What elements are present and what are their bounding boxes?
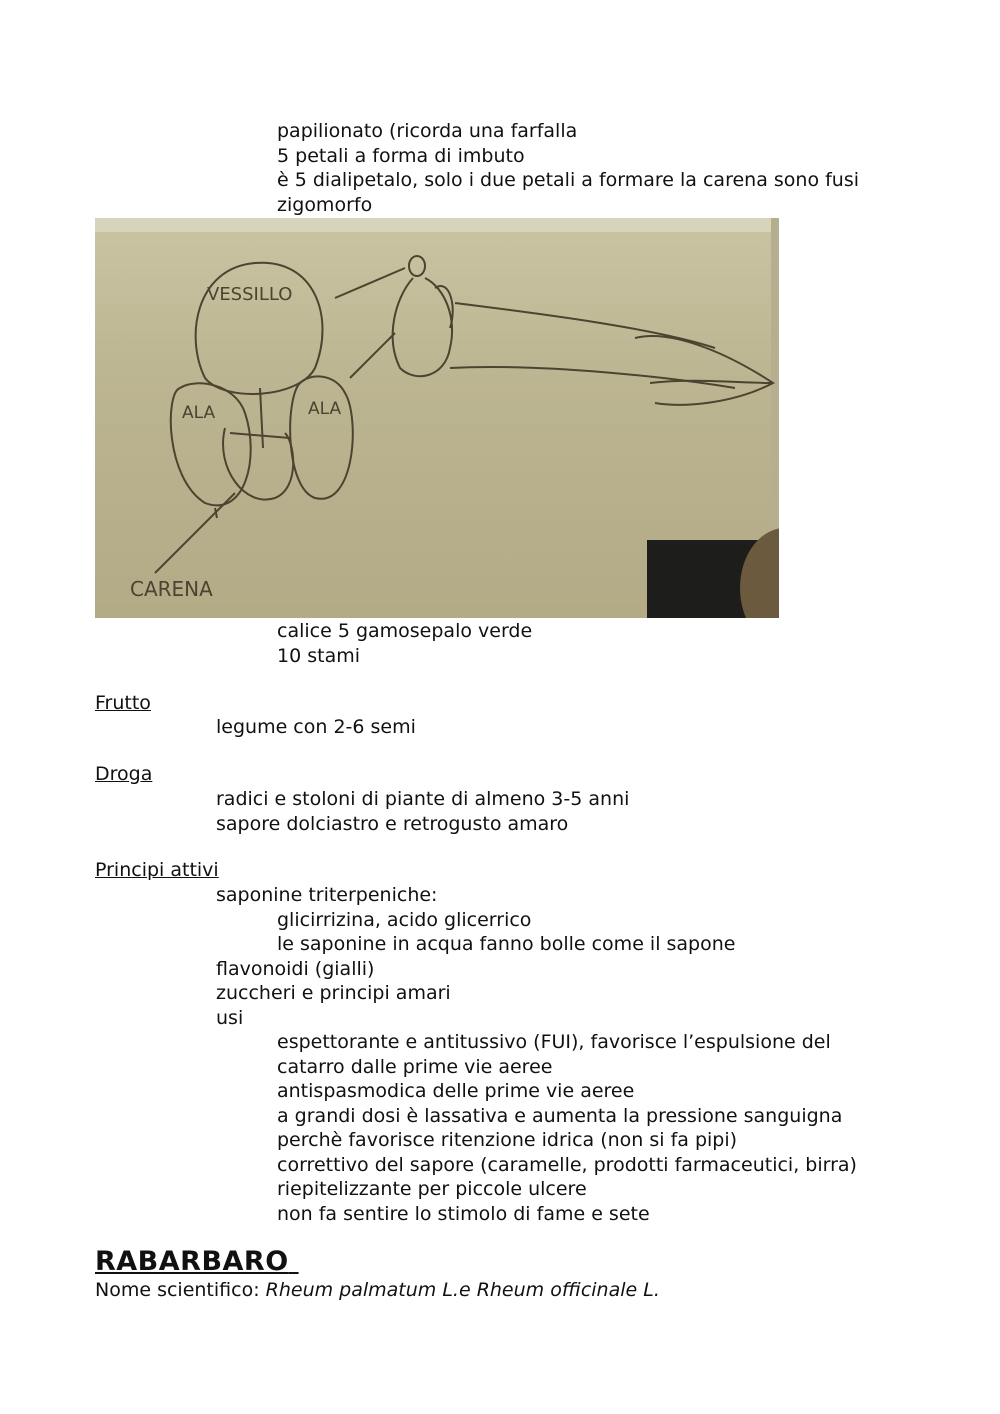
list-item: 10 stami (277, 644, 360, 667)
list-item: sapore dolciastro e retrogusto amaro (216, 812, 569, 835)
list-item: flavonoidi (gialli) (216, 957, 375, 980)
list-item: radici e stoloni di piante di almeno 3-5 anni (216, 788, 630, 810)
flower-traits-list (0, 119, 940, 217)
list-item: zuccheri e principi amari (216, 982, 451, 1004)
ala-right-label: ALA (308, 399, 342, 419)
list-item: zigomorfo (277, 193, 373, 216)
list-item: papilionato (ricorda una farfalla (277, 120, 578, 142)
list-item: le saponine in acqua fanno bolle come il sapone (277, 933, 736, 955)
carena-label: CARENA (130, 577, 213, 601)
vessillo-label: VESSILLO (207, 284, 293, 305)
droga-heading: Droga (95, 763, 153, 785)
list-item: usi (216, 1006, 244, 1029)
droga-list (0, 787, 940, 836)
list-item: non fa sentire lo stimolo di fame e sete (277, 1202, 650, 1225)
list-item: saponine triterpeniche: (216, 884, 438, 906)
list-item: riepitelizzante per piccole ulcere (277, 1178, 587, 1200)
principi-heading: Principi attivi (95, 859, 219, 881)
ala-left-label: ALA (182, 403, 216, 423)
flower-drawing (95, 218, 779, 618)
list-item: a grandi dosi è lassativa e aumenta la pressione sanguigna perchè favorisce ritenzione idrica (non si fa pipi) (277, 1104, 843, 1151)
scientific-name: Nome scientifico: Rheum palmatum L.e Rheum officinale L. (95, 1279, 660, 1301)
list-item: antispasmodica delle prime vie aeree (277, 1080, 635, 1102)
whiteboard-photo (95, 218, 779, 618)
list-item: espettorante e antitussivo (FUI), favorisce l’espulsione del catarro dalle prime vie aeree (277, 1031, 831, 1078)
frutto-heading: Frutto (95, 692, 151, 714)
frutto-list (0, 715, 940, 740)
rabarbaro-title: RABARBARO (95, 1246, 289, 1277)
list-item: 5 petali a forma di imbuto (277, 144, 525, 167)
list-item: è 5 dialipetalo, solo i due petali a formare la carena sono fusi (277, 169, 860, 191)
list-item: legume con 2-6 semi (216, 716, 416, 738)
flower-traits-list-2 (0, 619, 940, 668)
list-item: calice 5 gamosepalo verde (277, 620, 533, 642)
list-item: correttivo del sapore (caramelle, prodotti farmaceutici, birra) (277, 1153, 857, 1176)
principi-list (0, 883, 940, 1226)
list-item: glicirrizina, acido glicerrico (277, 908, 532, 931)
